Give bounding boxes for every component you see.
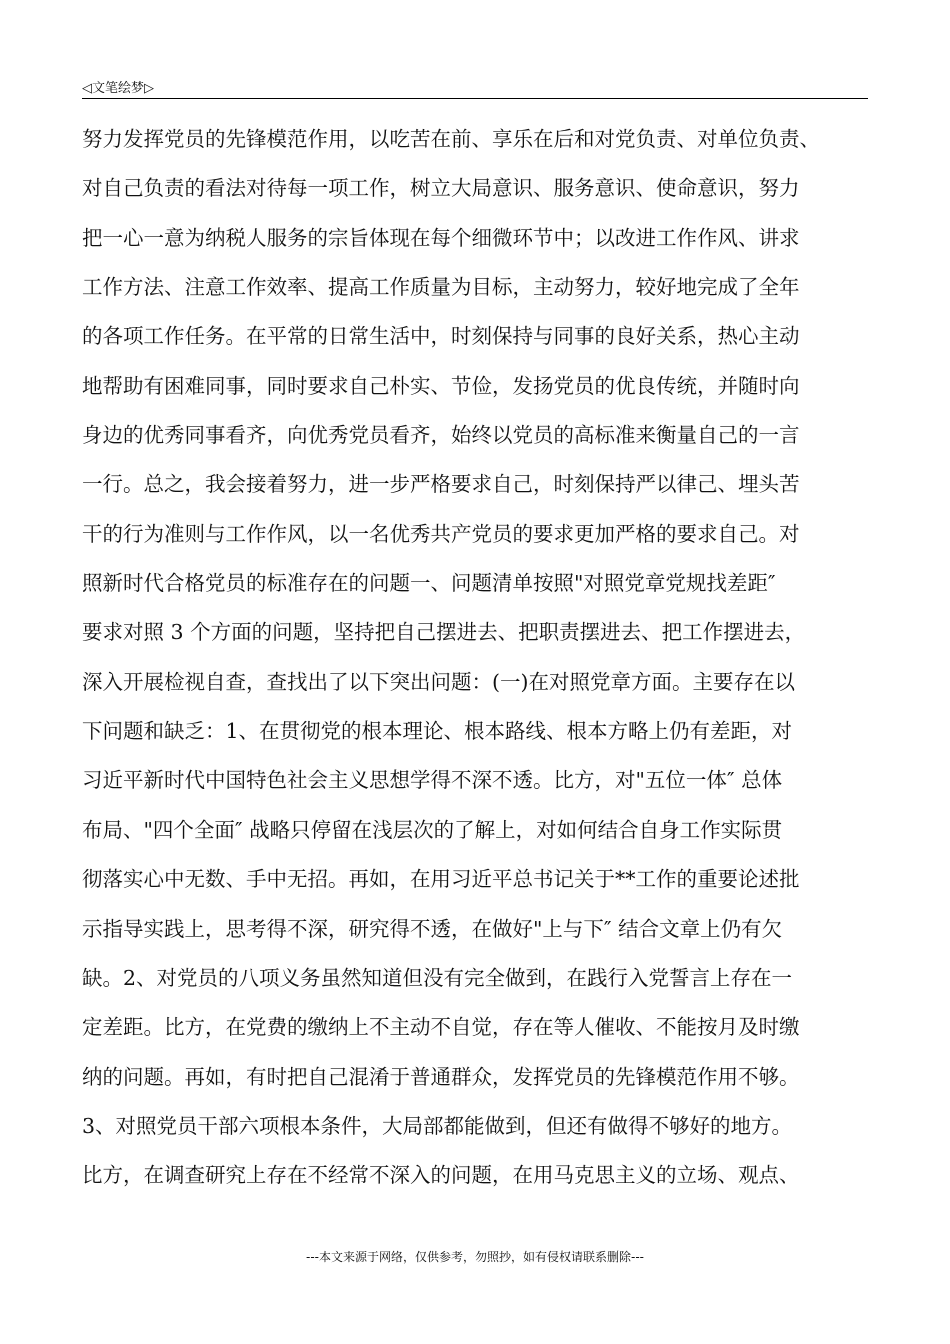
body-line: 布局、"四个全面″ 战略只停留在浅层次的了解上，对如何结合自身工作实际贯 bbox=[82, 817, 783, 842]
body-line: 缺。2、对党员的八项义务虽然知道但没有完全做到，在践行入党誓言上存在一 bbox=[82, 965, 793, 990]
body-line: 工作方法、注意工作效率、提高工作质量为目标，主动努力，较好地完成了全年 bbox=[82, 275, 800, 300]
body-line: 深入开展检视自查，查找出了以下突出问题：(一)在对照党章方面。主要存在以 bbox=[82, 669, 795, 694]
body-line: 习近平新时代中国特色社会主义思想学得不深不透。比方，对"五位一体″ 总体 bbox=[82, 768, 783, 793]
body-line: 把一心一意为纳税人服务的宗旨体现在每个细微环节中；以改进工作作风、讲求 bbox=[82, 225, 800, 250]
body-line: 照新时代合格党员的标准存在的问题一、问题清单按照"对照党章党规找差距″ bbox=[82, 571, 776, 596]
body-line: 彻落实心中无数、手中无招。再如，在用习近平总书记关于**工作的重要论述批 bbox=[82, 867, 800, 892]
body-line: 示指导实践上，思考得不深，研究得不透，在做好"上与下″ 结合文章上仍有欠 bbox=[82, 916, 783, 941]
body-line: 地帮助有困难同事，同时要求自己朴实、节俭，发扬党员的优良传统，并随时向 bbox=[82, 373, 800, 398]
header-title: ◁文笔绘梦▷ bbox=[82, 81, 154, 96]
document-body bbox=[82, 118, 882, 1204]
body-line: 要求对照 3 个方面的问题，坚持把自己摆进去、把职责摆进去、把工作摆进去， bbox=[82, 620, 806, 645]
body-line: 下问题和缺乏：1、在贯彻党的根本理论、根本路线、根本方略上仍有差距，对 bbox=[82, 719, 793, 744]
body-line: 比方，在调查研究上存在不经常不深入的问题，在用马克思主义的立场、观点、 bbox=[82, 1163, 800, 1188]
footer-notice: ---本文来源于网络，仅供参考，勿照抄，如有侵权请联系删除--- bbox=[306, 1250, 644, 1264]
page-header bbox=[82, 74, 868, 99]
body-line: 的各项工作任务。在平常的日常生活中，时刻保持与同事的良好关系，热心主动 bbox=[82, 324, 800, 349]
body-line: 干的行为准则与工作作风，以一名优秀共产党员的要求更加严格的要求自己。对 bbox=[82, 521, 800, 546]
body-line: 身边的优秀同事看齐，向优秀党员看齐，始终以党员的高标准来衡量自己的一言 bbox=[82, 423, 800, 448]
body-line: 一行。总之，我会接着努力，进一步严格要求自己，时刻保持严以律己、埋头苦 bbox=[82, 472, 800, 497]
body-line: 定差距。比方，在党费的缴纳上不主动不自觉，存在等人催收、不能按月及时缴 bbox=[82, 1015, 800, 1040]
body-line: 纳的问题。再如，有时把自己混淆于普通群众，发挥党员的先锋模范作用不够。 bbox=[82, 1064, 800, 1089]
body-line: 努力发挥党员的先锋模范作用，以吃苦在前、享乐在后和对党负责、对单位负责、 bbox=[82, 127, 820, 151]
body-line: 3、对照党员干部六项根本条件，大局部都能做到，但还有做得不够好的地方。 bbox=[82, 1113, 793, 1138]
body-line: 对自己负责的看法对待每一项工作，树立大局意识、服务意识、使命意识，努力 bbox=[82, 176, 800, 201]
